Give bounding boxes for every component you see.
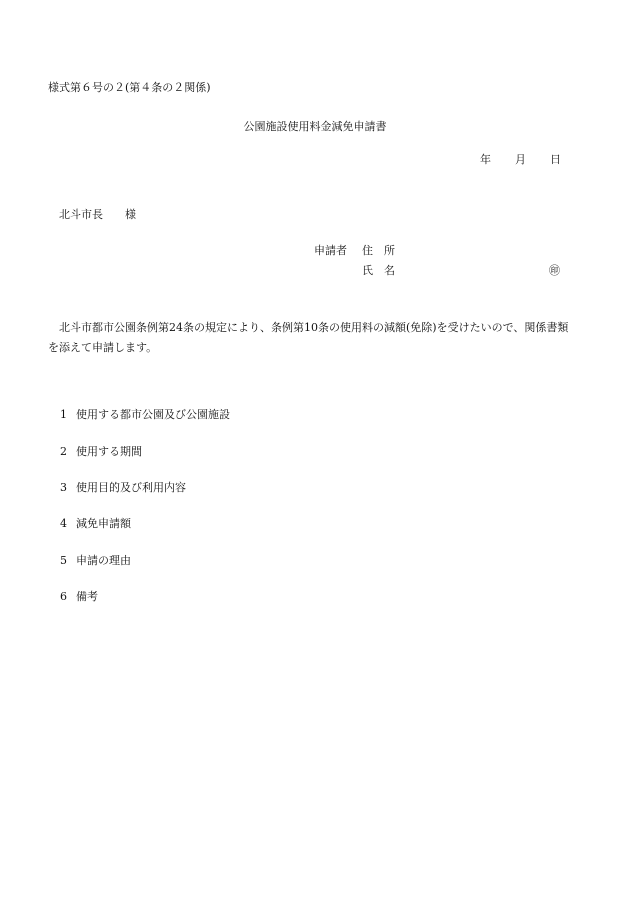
item-number: 1	[60, 408, 67, 421]
item-number: 6	[60, 590, 67, 603]
addressee	[59, 208, 136, 222]
item-label: 申請の理由	[76, 554, 131, 567]
item-label: 使用する都市公園及び公園施設	[76, 408, 230, 421]
date-day-label: 日	[550, 153, 561, 166]
seal-mark: ㊞	[549, 264, 560, 277]
list-item	[60, 517, 131, 531]
list-item	[60, 590, 98, 604]
item-label: 使用する期間	[76, 445, 142, 458]
item-number: 4	[60, 517, 67, 530]
list-item	[60, 445, 142, 459]
document-title: 公園施設使用料金減免申請書	[243, 120, 387, 133]
item-label: 減免申請額	[76, 517, 131, 530]
item-number: 3	[60, 481, 67, 494]
list-item	[60, 481, 186, 495]
date-year-label: 年	[480, 153, 491, 166]
item-number: 2	[60, 445, 67, 458]
list-item	[60, 554, 131, 568]
item-label: 備考	[76, 590, 98, 603]
form-number: 様式第６号の２(第４条の２関係)	[48, 81, 211, 94]
date-month-label: 月	[515, 153, 526, 166]
item-number: 5	[60, 554, 67, 567]
list-item	[60, 408, 230, 422]
addressee-honorific: 様	[125, 208, 136, 221]
applicant-label: 申請者	[314, 244, 347, 257]
address-label: 住 所	[362, 244, 395, 257]
name-label: 氏 名	[362, 264, 395, 277]
addressee-name: 北斗市長	[59, 208, 103, 221]
body-paragraph: 北斗市都市公園条例第24条の規定により、条例第10条の使用料の減額(免除)を受けたいので、関係書類を添えて申請します。	[48, 321, 569, 354]
item-label: 使用目的及び利用内容	[76, 481, 186, 494]
